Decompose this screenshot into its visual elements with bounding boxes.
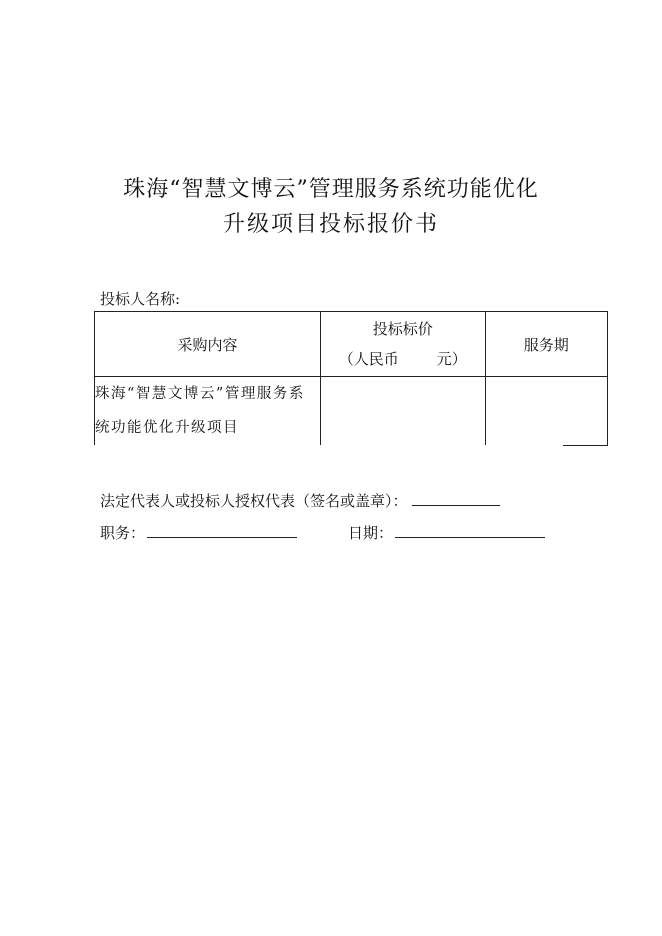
currency-close-label: 元） — [436, 350, 467, 368]
cell-procurement-content: 珠海“智慧文博云”管理服务系统功能优化升级项目 — [95, 377, 321, 446]
header-service-period: 服务期 — [485, 312, 608, 377]
header-bid-price — [321, 312, 485, 377]
cell-bid-price[interactable] — [321, 377, 485, 446]
date-label: 日期： — [348, 524, 394, 542]
bidder-name-label: 投标人名称: — [100, 290, 181, 308]
cell-service-period[interactable] — [485, 377, 608, 446]
position-label: 职务： — [100, 524, 146, 542]
position-blank[interactable] — [147, 523, 297, 538]
header-procurement-content: 采购内容 — [95, 312, 321, 377]
document-title-line1: 珠海“智慧文博云”管理服务系统功能优化 — [123, 177, 539, 202]
currency-open-label: （人民币 — [338, 350, 399, 368]
header-bid-price-label: 投标标价 — [372, 320, 433, 338]
quotation-table — [94, 311, 608, 445]
representative-signature — [100, 490, 500, 511]
date-field — [348, 522, 545, 543]
header-bid-price-currency — [321, 344, 484, 374]
date-blank[interactable] — [395, 523, 545, 538]
document-title-line2: 升级项目投标报价书 — [222, 212, 439, 237]
table-row — [95, 377, 608, 446]
position-field — [100, 522, 297, 543]
representative-signature-blank[interactable] — [412, 491, 500, 506]
table-header-row — [95, 312, 608, 377]
representative-label: 法定代表人或投标人授权代表（签名或盖章）： — [100, 492, 408, 510]
table-bottom-line — [563, 445, 608, 446]
